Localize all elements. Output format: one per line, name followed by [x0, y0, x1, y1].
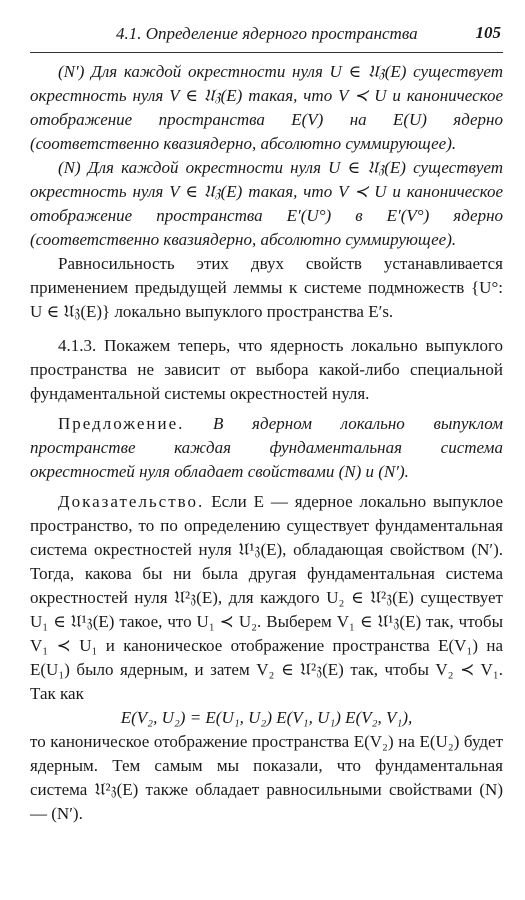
proof-text: Если E — ядерное локально выпуклое пространство, то по определению существует фундаментальная система окрестностей нуля 𝔘¹𝔷(E), обладающая свойством (N′). Тогда, какова бы ни была другая фундаментальная система окрестностей нуля 𝔘²𝔷(E), для каждого U₂ ∈ 𝔘²𝔷(E) существует U₁ ∈ 𝔘¹𝔷(E) такое, что U₁ ≺ U₂. Выберем V₁ ∈ 𝔘¹𝔷(E) так, чтобы V₁ ≺ U₁ и каноническое отображение пространства E(V₁) на E(U₁) было ядерным, и затем V₂ ∈ 𝔘²𝔷(E) так, чтобы V₂ ≺ V₁. Так как: [30, 492, 504, 703]
page-body: [30, 60, 503, 826]
running-header: [30, 18, 503, 53]
page-number: 105: [475, 23, 501, 42]
conclusion-paragraph: то каноническое отображение пространства E(V₂) на E(U₂) будет ядерным. Тем самым мы показали, что фундаментальная система 𝔘²𝔷(E) также обладает равносильными свойствами (N) — (N′).: [30, 732, 503, 823]
proof: [30, 490, 503, 706]
property-n-prime: (N′) Для каждой окрестности нуля U ∈ 𝔘𝔷(E) существует окрестность нуля V ∈ 𝔘𝔷(E) такая, что V ≺ U и каноническое отображение пространства E(V) на E(U) ядерно (соответственно квазиядерно, абсолютно суммирующее).: [30, 62, 503, 153]
proposition: [30, 412, 503, 484]
running-title: 4.1. Определение ядерного пространства: [116, 24, 418, 43]
equivalence-paragraph: Равносильность этих двух свойств устанавливается применением предыдущей леммы к системе подмножеств {U°: U ∈ 𝔘𝔷(E)} локально выпуклого пространства E′s.: [30, 254, 503, 321]
property-n: (N) Для каждой окрестности нуля U ∈ 𝔘𝔷(E) существует окрестность нуля V ∈ 𝔘𝔷(E) такая, что V ≺ U и каноническое отображение пространства E′(U°) в E′(V°) ядерно (соответственно квазиядерно, абсолютно суммирующее).: [30, 158, 503, 249]
display-formula: E(V₂, U₂) = E(U₁, U₂) E(V₁, U₁) E(V₂, V₁),: [120, 708, 413, 727]
proof-label: Доказательство.: [58, 492, 205, 511]
proposition-text: В ядерном локально выпуклом пространстве каждая фундаментальная система окрестностей нуля обладает свойствами (N) и (N′).: [30, 414, 503, 481]
section-paragraph: 4.1.3. Покажем теперь, что ядерность локально выпуклого пространства не зависит от выбора какой-либо специальной фундаментальной системы окрестностей нуля.: [30, 336, 503, 403]
proposition-label: Предложение.: [58, 414, 185, 433]
